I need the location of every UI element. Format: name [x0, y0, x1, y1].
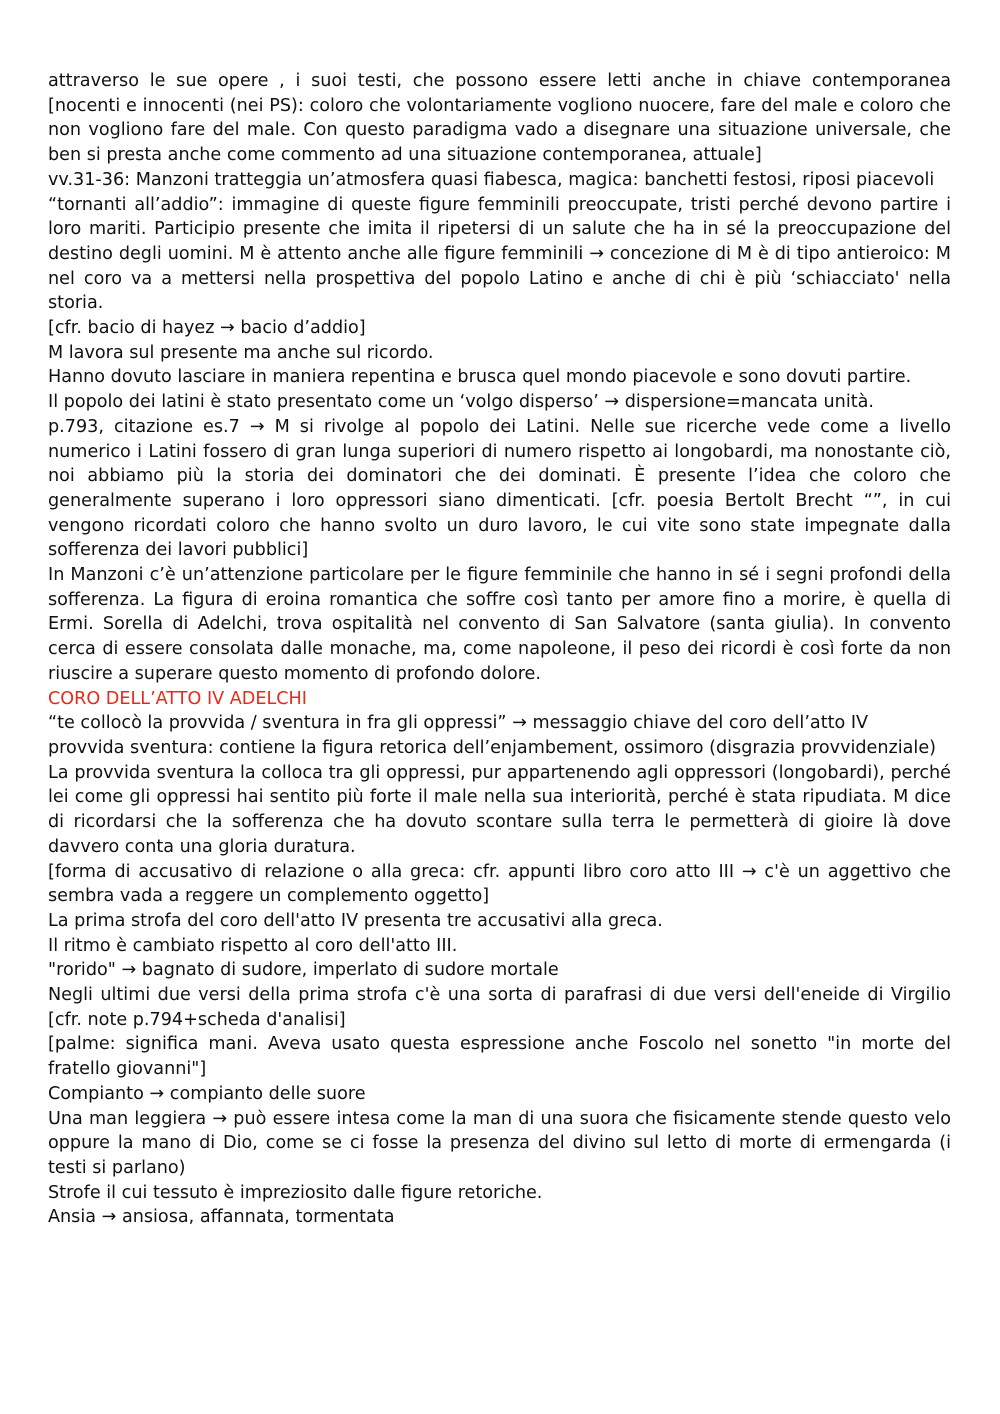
paragraph: “te collocò la provvida / sventura in fra gli oppressi” → messaggio chiave del coro dell’atto IV	[48, 713, 869, 734]
section-heading: CORO DELL’ATTO IV ADELCHI	[48, 688, 307, 709]
paragraph: Il popolo dei latini è stato presentato come un ‘volgo disperso’ → dispersione=mancata unità.	[48, 392, 874, 413]
paragraph: p.793, citazione es.7 → M si rivolge al popolo dei Latini. Nelle sue ricerche vede come a livello numerico i Latini fossero di gran lunga superiori di numero rispetto ai longobardi, ma nonostante ciò, noi abbiamo più la storia dei dominatori che dei dominati. È presente l’idea che coloro che generalmente superano i loro oppressori siano dimenticati. [cfr. poesia Bertolt Brecht “”, in cui vengono ricordati coloro che hanno svolto un duro lavoro, le cui vite sono state impegnate dalla sofferenza dei lavori pubblici]	[48, 416, 951, 561]
paragraph: attraverso le sue opere , i suoi testi, che possono essere letti anche in chiave contemporanea [nocenti e innocenti (nei PS): coloro che volontariamente vogliono nuocere, fare del male e coloro che non vogliono fare del male. Con questo paradigma vado a disegnare una situazione universale, che ben si presta anche come commento ad una situazione contemporanea, attuale]	[48, 71, 951, 166]
paragraph: La provvida sventura la colloca tra gli oppressi, pur appartenendo agli oppressori (longobardi), perché lei come gli oppressi hai sentito più forte il male nella sua interiorità, perché è stata ripudiata. M dice di ricordarsi che la sofferenza che ha dovuto scontare sulla terra le permetterà di gioire là dove davvero conta una gloria duratura.	[48, 762, 951, 857]
paragraph: La prima strofa del coro dell'atto IV presenta tre accusativi alla greca.	[48, 910, 663, 931]
paragraph: Negli ultimi due versi della prima strofa c'è una sorta di parafrasi di due versi dell'eneide di Virgilio [cfr. note p.794+scheda d'analisi]	[48, 985, 951, 1030]
paragraph: Hanno dovuto lasciare in maniera repentina e brusca quel mondo piacevole e sono dovuti partire.	[48, 367, 912, 388]
paragraph: Il ritmo è cambiato rispetto al coro dell'atto III.	[48, 935, 458, 956]
paragraph: In Manzoni c’è un’attenzione particolare per le figure femminile che hanno in sé i segni profondi della sofferenza. La figura di eroina romantica che soffre così tanto per amore fino a morire, è quella di Ermi. Sorella di Adelchi, trova ospitalità nel convento di San Salvatore (santa giulia). In convento cerca di essere consolata dalle monache, ma, come napoleone, il peso dei ricordi è così forte da non riuscire a superare questo momento di profondo dolore.	[48, 565, 951, 684]
paragraph: vv.31-36: Manzoni tratteggia un’atmosfera quasi fiabesca, magica: banchetti festosi, riposi piacevoli	[48, 169, 935, 190]
paragraph: Una man leggiera → può essere intesa come la man di una suora che fisicamente stende questo velo oppure la mano di Dio, come se ci fosse la presenza del divino sul letto di morte di ermengarda (i testi si parlano)	[48, 1108, 951, 1178]
paragraph: Compianto → compianto delle suore	[48, 1083, 366, 1104]
paragraph: M lavora sul presente ma anche sul ricordo.	[48, 342, 434, 363]
paragraph: provvida sventura: contiene la figura retorica dell’enjambement, ossimoro (disgrazia provvidenziale)	[48, 737, 937, 758]
paragraph: [palme: significa mani. Aveva usato questa espressione anche Foscolo nel sonetto "in morte del fratello giovanni"]	[48, 1034, 951, 1080]
paragraph: “tornanti all’addio”: immagine di queste figure femminili preoccupate, tristi perché devono partire i loro mariti. Participio presente che imita il ripetersi di un salute che ha in sé la preoccupazione del destino degli uomini. M è attento anche alle figure femminili → concezione di M è di tipo antieroico: M nel coro va a mettersi nella prospettiva del popolo Latino e anche di chi è più ‘schiacciato' nella storia.	[48, 194, 951, 314]
paragraph: Strofe il cui tessuto è impreziosito dalle figure retoriche.	[48, 1182, 543, 1203]
paragraph: Ansia → ansiosa, affannata, tormentata	[48, 1207, 395, 1228]
paragraph: "rorido" → bagnato di sudore, imperlato di sudore mortale	[48, 960, 559, 981]
document-page	[48, 69, 951, 1230]
paragraph: [cfr. bacio di hayez → bacio d’addio]	[48, 318, 366, 339]
paragraph: [forma di accusativo di relazione o alla greca: cfr. appunti libro coro atto III → c'è un aggettivo che sembra vada a reggere un complemento oggetto]	[48, 861, 951, 907]
